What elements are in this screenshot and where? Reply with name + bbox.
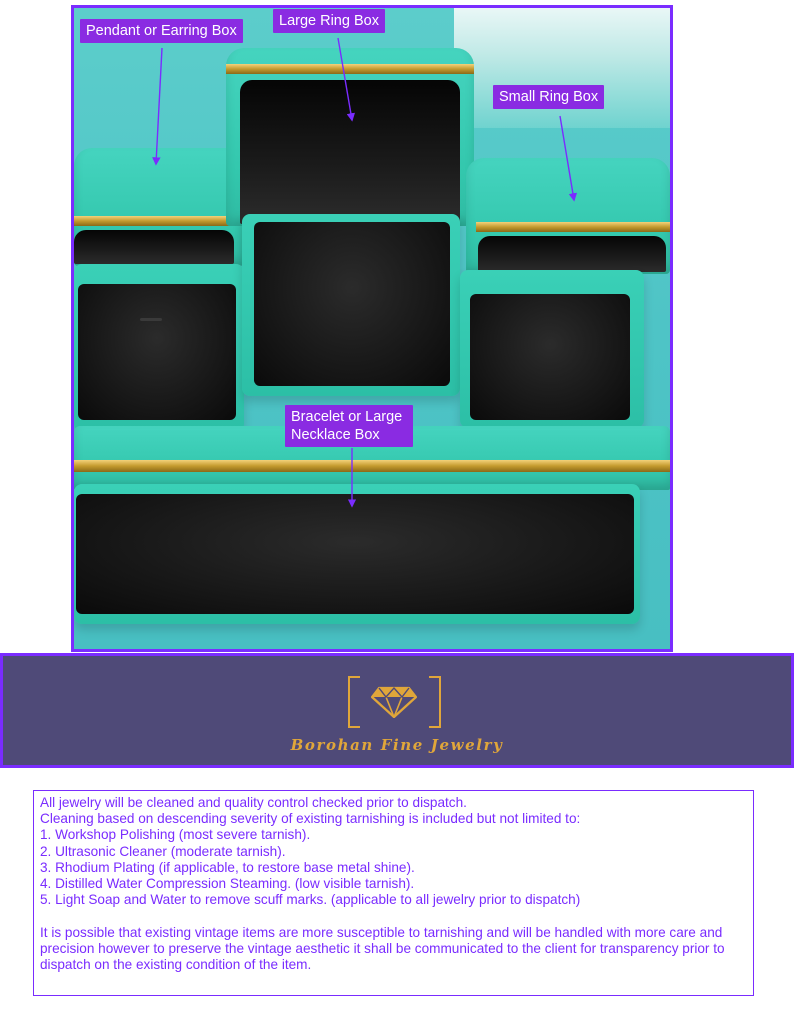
notes-spacer [40, 908, 747, 924]
pendant-box-label: Pendant or Earring Box [80, 19, 243, 43]
cleaning-notes [33, 790, 754, 996]
diamond-icon [371, 686, 417, 718]
large-ring-box-label: Large Ring Box [273, 9, 385, 33]
bracelet-box-cushion [76, 494, 634, 614]
logo-bracket-left [348, 676, 360, 728]
pendant-box-slot [140, 318, 162, 321]
notes-step: 2. Ultrasonic Cleaner (moderate tarnish). [40, 843, 286, 859]
large-ring-box-gold-trim [226, 64, 474, 74]
brand-banner [0, 653, 794, 768]
pendant-box-gold-trim [74, 216, 240, 226]
window-reflection [454, 8, 670, 128]
pendant-box-cushion [78, 284, 236, 420]
bracelet-box-gold-trim [74, 460, 670, 472]
bracelet-box-label-line1: Bracelet or Large [291, 409, 403, 425]
pendant-arrow [156, 48, 162, 164]
small-ring-box-lid-lining [478, 236, 666, 272]
large-ring-box-cushion [254, 222, 450, 386]
photo-scene [74, 8, 670, 649]
pendant-box-lid-lining [74, 230, 234, 264]
notes-step: 4. Distilled Water Compression Steaming. (low visible tarnish). [40, 876, 415, 892]
notes-intro-2: Cleaning based on descending severity of existing tarnishing is included but not limited to: [40, 811, 581, 827]
notes-step: 5. Light Soap and Water to remove scuff marks. (applicable to all jewelry prior to dispatch) [40, 892, 581, 908]
bracelet-box-label [285, 405, 413, 447]
notes-step: 3. Rhodium Plating (if applicable, to restore base metal shine). [40, 859, 415, 875]
notes-intro-1: All jewelry will be cleaned and quality control checked prior to dispatch. [40, 795, 467, 810]
small-ring-box-label: Small Ring Box [493, 85, 604, 109]
bracelet-box-label-line2: Necklace Box [291, 427, 380, 443]
brand-name: Borohan Fine Jewelry [290, 736, 504, 754]
jewelry-boxes-photo [71, 5, 673, 652]
notes-step: 1. Workshop Polishing (most severe tarnish). [40, 827, 311, 843]
small-ring-box-gold-trim [476, 222, 670, 232]
large-ring-box-lid-lining [240, 80, 460, 224]
logo-bracket-right [429, 676, 441, 728]
notes-closing: It is possible that existing vintage items are more susceptible to tarnishing and will be handled with more care and precision however to preserve the vintage aesthetic it shall be communicated to the client for transparency prior to dispatch on the existing condition of the item. [40, 924, 725, 973]
small-ring-box-cushion [470, 294, 630, 420]
